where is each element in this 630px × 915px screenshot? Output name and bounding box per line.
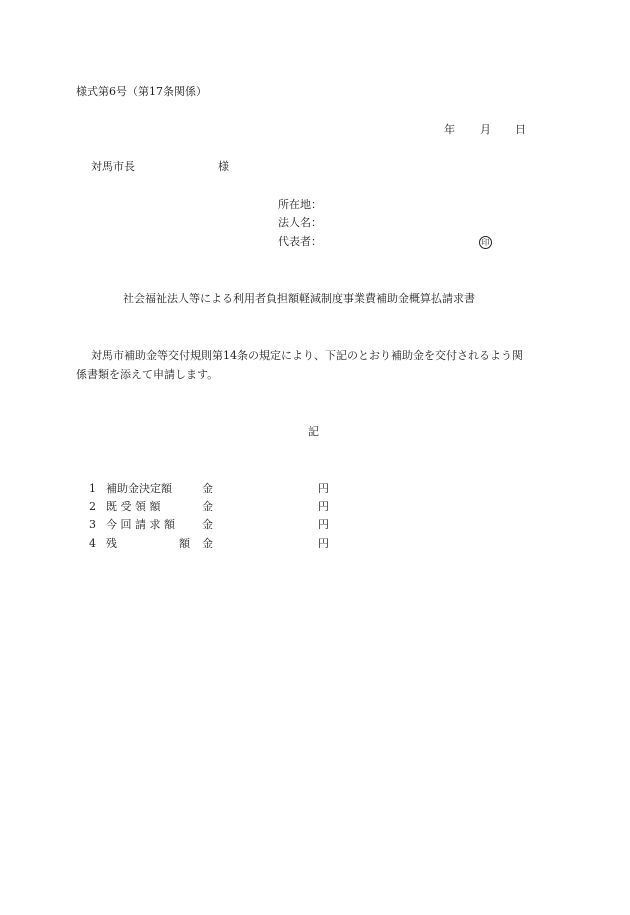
ki-heading: 記: [308, 425, 319, 438]
addressee: 対馬市長: [91, 160, 135, 173]
item-kin: 金: [202, 482, 213, 495]
document-title: 社会福祉法人等による利用者負担額軽減制度事業費補助金概算払請求書: [123, 292, 475, 305]
address-label: 所在地：: [278, 198, 322, 211]
corporation-name-label: 法人名：: [278, 216, 322, 229]
item-label: 額: [179, 537, 190, 550]
representative-label: 代表者：: [278, 235, 322, 248]
item-number: 1: [89, 482, 96, 495]
item-kin: 金: [202, 537, 213, 550]
seal-mark: 印: [479, 236, 492, 249]
body-text-line-1: 対馬市補助金等交付規則第14条の規定により、下記のとおり補助金を交付されるよう関: [91, 349, 523, 362]
item-number: 4: [89, 537, 96, 550]
item-yen: 円: [318, 537, 329, 550]
item-label: 補助金決定額: [106, 482, 172, 495]
item-label: 既 受 領 額: [106, 500, 161, 513]
item-number: 3: [89, 518, 96, 531]
item-number: 2: [89, 500, 96, 513]
body-text-line-2: 係書類を添えて申請します。: [76, 368, 219, 381]
honorific: 様: [218, 160, 229, 173]
item-label: 残: [106, 537, 117, 550]
item-label: 今 回 請 求 額: [106, 518, 175, 531]
date-day-label: 日: [515, 123, 526, 136]
date-month-label: 月: [480, 123, 491, 136]
form-number: 様式第6号（第17条関係）: [76, 85, 207, 98]
item-yen: 円: [318, 482, 329, 495]
date-year-label: 年: [444, 123, 455, 136]
item-kin: 金: [202, 500, 213, 513]
item-yen: 円: [318, 500, 329, 513]
item-yen: 円: [318, 518, 329, 531]
item-kin: 金: [202, 518, 213, 531]
